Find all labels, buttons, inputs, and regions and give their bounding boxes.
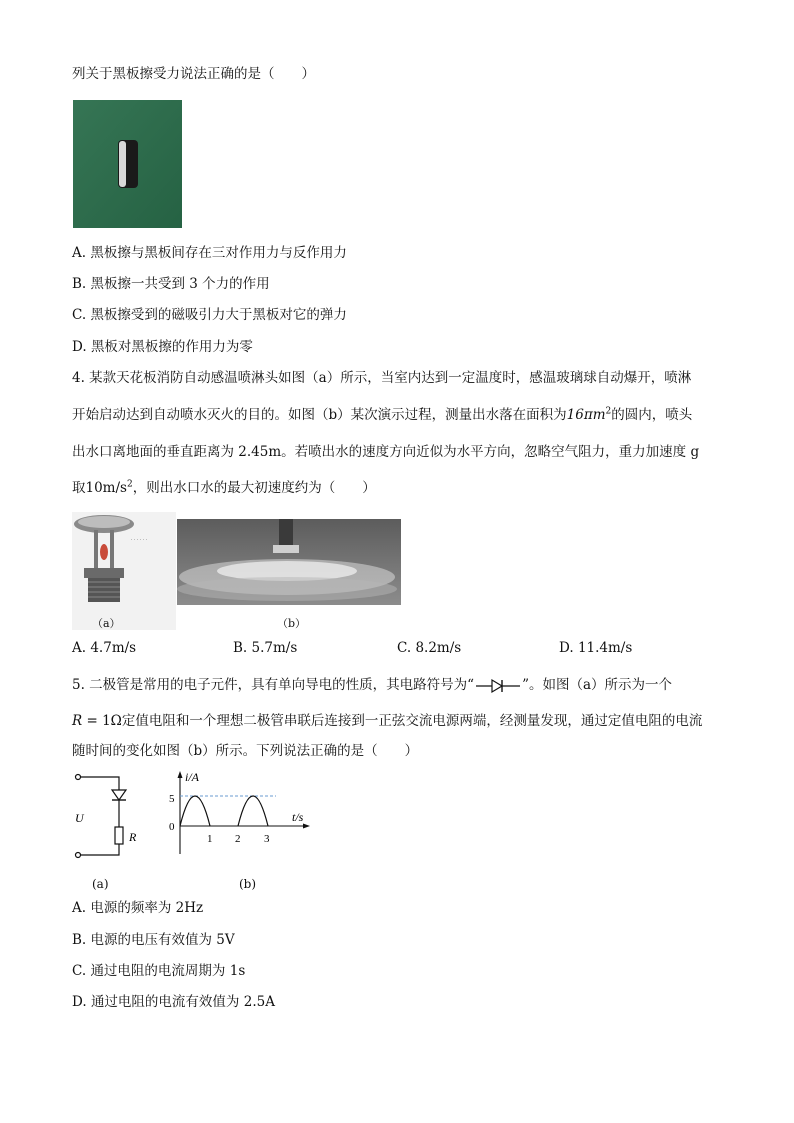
y-tick-5: 5 xyxy=(169,793,175,805)
x-tick-2: 2 xyxy=(235,833,241,845)
terminal-bottom xyxy=(76,853,81,858)
q4-stem-line4: 取$10m/s^2$，则出水口水的最大初速度约为（ ） xyxy=(72,479,376,496)
q3-stem: 列关于黑板擦受力说法正确的是（ ） xyxy=(72,66,315,82)
eraser-photo xyxy=(73,100,182,228)
x-tick-1: 1 xyxy=(207,833,213,845)
q4-stem-line2: 开始启动达到自动喷水灭火的目的。如图（b）某次演示过程，测量出水落在面积为$16\pi m^2$的圆内，喷头 xyxy=(72,406,693,423)
resistor-icon xyxy=(115,827,123,844)
terminal-top xyxy=(76,775,81,780)
q4-option-c: C. 8.2m/s xyxy=(397,640,462,656)
origin-label: 0 xyxy=(169,821,175,833)
q5-stem-line2: R = 1Ω定值电阻和一个理想二极管串联后连接到一正弦交流电源两端，经测量发现，通过定值电阻的电流 xyxy=(72,713,703,729)
half-wave-2 xyxy=(238,796,268,826)
q5-option-d: D. 通过电阻的电流有效值为 2.5A xyxy=(72,994,275,1010)
sprinkler-photo-a xyxy=(72,512,176,630)
q3-option-c: C. 黑板擦受到的磁吸引力大于黑板对它的弹力 xyxy=(72,307,347,323)
q3-option-a: A. 黑板擦与黑板间存在三对作用力与反作用力 xyxy=(72,245,347,261)
graph-caption: (b) xyxy=(239,877,257,891)
current-time-graph xyxy=(158,768,316,860)
q5-option-c: C. 通过电阻的电流周期为 1s xyxy=(72,963,246,979)
q3-option-d: D. 黑板对黑板擦的作用力为零 xyxy=(72,339,253,355)
q5-option-b: B. 电源的电压有效值为 5V xyxy=(72,932,235,948)
x-tick-3: 3 xyxy=(264,833,270,845)
q5-stem-line3: 随时间的变化如图（b）所示。下列说法正确的是（ ） xyxy=(72,743,419,759)
circuit-caption: (a) xyxy=(92,877,109,891)
q4-stem-line3: 出水口离地面的垂直距离为 2.45m。若喷出水的速度方向近似为水平方向，忽略空气阻力，重力加速度 g xyxy=(72,444,700,460)
q5-option-a: A. 电源的频率为 2Hz xyxy=(72,900,204,916)
q4-stem-line1: 4. 某款天花板消防自动感温喷淋头如图（a）所示，当室内达到一定温度时，感温玻璃球自动爆开，喷淋 xyxy=(72,370,692,386)
diode-icon xyxy=(112,790,126,800)
circuit-diagram xyxy=(68,770,148,866)
q4-option-a: A. 4.7m/s xyxy=(72,640,137,656)
y-axis-label: i/A xyxy=(185,770,199,784)
voltage-label: U xyxy=(75,811,84,825)
q4-option-d: D. 11.4m/s xyxy=(559,640,633,656)
diode-symbol-icon xyxy=(476,678,520,694)
resistor-label: R xyxy=(129,830,137,844)
half-wave-1 xyxy=(180,796,210,826)
q3-option-b: B. 黑板擦一共受到 3 个力的作用 xyxy=(72,276,270,292)
x-axis-label: t/s xyxy=(292,810,304,824)
sprinkler-photo-b xyxy=(177,519,401,605)
svg-text:⋯⋯: ⋯⋯ xyxy=(130,534,148,544)
q5-stem-line1: 5. 二极管是常用的电子元件，具有单向导电的性质，其电路符号为“ ”。如图（a）所示为一个 xyxy=(72,677,673,693)
fig-b-label: （b） xyxy=(277,617,307,630)
fig-a-label: （a） xyxy=(92,617,121,630)
q4-option-b: B. 5.7m/s xyxy=(233,640,298,656)
